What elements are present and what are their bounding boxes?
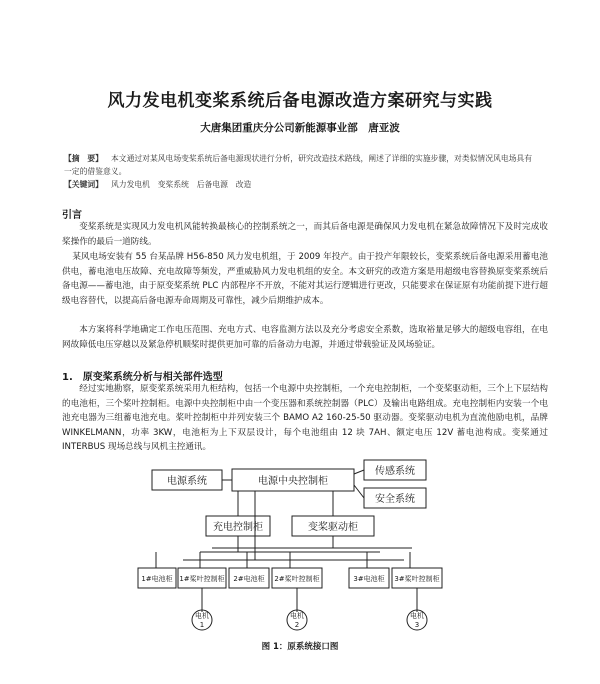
motor-3-label: 电机 <box>410 612 424 620</box>
blade-cabinet-1-label: 1#桨叶控制柜 <box>179 575 225 583</box>
abstract-text: 本文通过对某风电场变桨系统后备电源现状进行分析，研究改造技术路线，阐述了详细的实施步骤，对类似情况风电场具有一定的借鉴意义。 <box>64 154 533 176</box>
abstract-label: 【摘 要】 <box>64 154 103 163</box>
central-cabinet-label: 电源中央控制柜 <box>258 476 328 487</box>
pitch-drive-cabinet-label: 变桨驱动柜 <box>308 522 358 533</box>
battery-cabinet-3-label: 3#电池柜 <box>353 575 385 583</box>
motor-1-label: 电机 <box>195 612 209 620</box>
sensor-system-label: 传感系统 <box>375 466 415 477</box>
motor-1-number: 1 <box>199 621 205 629</box>
figure-caption: 图 1：原系统接口图 <box>261 642 339 652</box>
motor-2-label: 电机 <box>290 612 304 620</box>
battery-cabinet-2-label: 2#电池柜 <box>233 575 265 583</box>
safety-system-label: 安全系统 <box>375 494 415 505</box>
blade-cabinet-3-label: 3#桨叶控制柜 <box>394 575 440 583</box>
motor-3-number: 3 <box>414 621 420 629</box>
section-1-paragraph: 经过实地勘察，原变桨系统采用九柜结构，包括一个电源中央控制柜，一个充电控制柜，一个变桨驱动柜，三个上下层结构的电池柜，三个桨叶控制柜。电源中央控制柜中由一个变压器和系统控制器（PLC）及输出电路组成。充电控制柜内安装一个电池充电器为三组蓄电池充电。桨叶控制柜中并列安装三个 BAMO A2 160-25-50 驱动器。变桨驱动电机为直流他励电机，品牌 WINKELMANN，功率 3KW，电池柜为上下双层设计，每个电池组由 12 块 7AH、额定电压 12V 蓄电池构成。变桨通过 INTERBUS 现场总线与风机主控通讯。 <box>62 384 548 452</box>
blade-cabinet-2-label: 2#桨叶控制柜 <box>274 575 320 583</box>
keywords-text: 风力发电机 变桨系统 后备电源 改造 <box>110 180 252 189</box>
keywords-label: 【关键词】 <box>64 180 103 189</box>
paper-title: 风力发电机变桨系统后备电源改造方案研究与实践 <box>107 91 493 111</box>
charge-cabinet-label: 充电控制柜 <box>213 522 263 533</box>
intro-paragraph-2: 某风电场安装有 55 台某品牌 H56-850 风力发电机组，于 2009 年投产。由于投产年限较长，变桨系统后备电源采用蓄电池供电，蓄电池电压故障、充电故障等频发，严重威胁风力发电机组的安全。本文研究的改造方案是用超级电容替换原变桨系统后备电源——蓄电池，由于原变桨系统 PLC 内部程序不开放，不能对其运行逻辑进行更改，只能要求在保证原有功能前提下进行超级电容替代，以提高后备电源寿命周期及可靠性，减少后期维护成本。 <box>62 252 548 306</box>
motor-2-number: 2 <box>294 621 300 629</box>
intro-heading: 引言 <box>62 210 82 221</box>
section-1-heading: 1. 原变桨系统分析与相关部件选型 <box>62 372 223 383</box>
power-system-label: 电源系统 <box>167 476 207 487</box>
intro-paragraph-3: 本方案将科学地确定工作电压范围、充电方式、电容监测方法以及充分考虑安全系数，选取裕量足够大的超级电容组，在电网故障低电压穿越以及紧急停机顺桨时提供更加可靠的后备动力电源，并通过带载验证及风场验证。 <box>62 325 548 350</box>
intro-paragraph-1: 变桨系统是实现风力发电机风能转换最核心的控制系统之一，而其后备电源是确保风力发电机在紧急故障情况下及时完成收桨操作的最后一道防线。 <box>62 222 548 247</box>
battery-cabinet-1-label: 1#电池柜 <box>141 575 173 583</box>
author-line: 大唐集团重庆分公司新能源事业部 唐亚波 <box>200 122 400 134</box>
